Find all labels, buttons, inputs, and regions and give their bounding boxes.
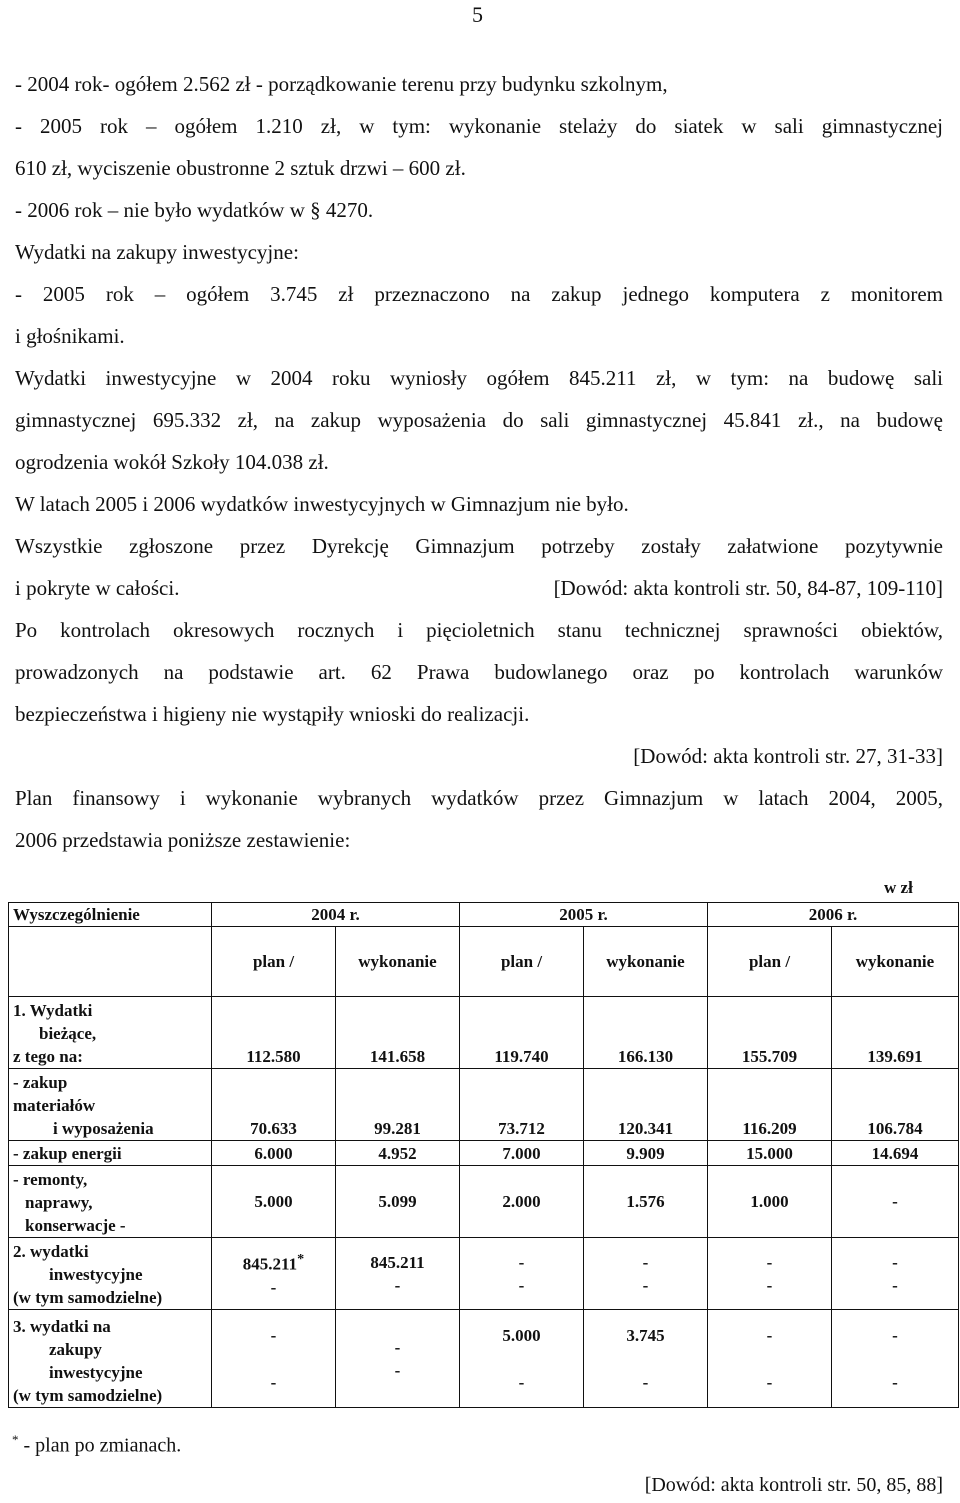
text-line: Wszystkie zgłoszone przez Dyrekcję Gimnazjum potrzeby zostały załatwione pozytywnie bbox=[15, 534, 943, 558]
value-cell bbox=[832, 1238, 959, 1310]
page-number: 5 bbox=[472, 2, 483, 27]
evidence-reference: [Dowód: akta kontroli str. 50, 85, 88] bbox=[644, 1474, 943, 1496]
footnote-text: - plan po zmianach. bbox=[18, 1434, 182, 1457]
body-text bbox=[15, 63, 943, 861]
empty-cell bbox=[9, 927, 212, 997]
value-cell: 9.909 bbox=[584, 1141, 708, 1166]
value-line: - bbox=[892, 1372, 898, 1392]
text-line: Wydatki inwestycyjne w 2004 roku wyniosły ogółem 845.211 zł, w tym: na budowę sali bbox=[15, 366, 943, 390]
table-row bbox=[9, 1166, 959, 1238]
row-label-line: inwestycyjne bbox=[49, 1363, 143, 1382]
subheader-cell: plan / bbox=[708, 927, 832, 997]
row-label bbox=[9, 1166, 212, 1238]
value-cell bbox=[336, 1238, 460, 1310]
value-line: - bbox=[642, 1372, 649, 1392]
text-line: - 2005 rok – ogółem 3.745 zł przeznaczono na zakup jednego komputera z monitorem bbox=[15, 282, 943, 306]
value-line: - bbox=[518, 1372, 525, 1392]
row-label-line: - remonty, bbox=[13, 1170, 88, 1189]
text-line: 2006 przedstawia poniższe zestawienie: bbox=[15, 828, 351, 852]
value-cell: 6.000 bbox=[212, 1141, 336, 1166]
text-line: bezpieczeństwa i higieny nie wystąpiły wnioski do realizacji. bbox=[15, 702, 530, 726]
subheader-cell: plan / bbox=[212, 927, 336, 997]
footnote-mark: * bbox=[12, 1432, 19, 1447]
value-cell: 2.000 bbox=[460, 1166, 584, 1238]
value-line: 845.211 bbox=[370, 1252, 425, 1272]
row-label-line: inwestycyjne bbox=[49, 1265, 143, 1284]
row-label-line: materiałów bbox=[13, 1096, 96, 1115]
text-line: i pokryte w całości. bbox=[15, 576, 180, 600]
value-cell: 15.000 bbox=[708, 1141, 832, 1166]
subheader-cell: wykonanie bbox=[336, 927, 460, 997]
subheader-cell: plan / bbox=[460, 927, 584, 997]
row-label-line: z tego na: bbox=[13, 1047, 83, 1066]
value-text: 845.211 bbox=[242, 1254, 298, 1274]
value-cell bbox=[708, 1238, 832, 1310]
value-line: - bbox=[642, 1252, 649, 1272]
value-cell bbox=[336, 1310, 460, 1408]
value-cell: 141.658 bbox=[336, 997, 460, 1069]
value-cell: 106.784 bbox=[832, 1069, 959, 1141]
table-subheader-row bbox=[9, 927, 959, 997]
header-year: 2005 r. bbox=[460, 903, 708, 927]
row-label bbox=[9, 1069, 212, 1141]
value-line: - bbox=[892, 1325, 898, 1345]
value-line: - bbox=[766, 1372, 773, 1392]
value-line: - bbox=[766, 1252, 773, 1272]
row-label-line: naprawy, bbox=[25, 1193, 93, 1212]
value-cell: 73.712 bbox=[460, 1069, 584, 1141]
expenses-table bbox=[8, 902, 959, 1408]
evidence-reference: [Dowód: akta kontroli str. 50, 84-87, 109-110] bbox=[553, 576, 943, 600]
value-cell: 1.000 bbox=[708, 1166, 832, 1238]
row-label-line: bieżące, bbox=[39, 1024, 97, 1043]
value-cell: 7.000 bbox=[460, 1141, 584, 1166]
value-line: - bbox=[270, 1277, 277, 1297]
value-cell: 4.952 bbox=[336, 1141, 460, 1166]
table-header-row bbox=[9, 903, 959, 927]
value-cell: 14.694 bbox=[832, 1141, 959, 1166]
subheader-cell: wykonanie bbox=[584, 927, 708, 997]
value-cell bbox=[460, 1238, 584, 1310]
value-line: - bbox=[394, 1337, 401, 1357]
table-row bbox=[9, 1238, 959, 1310]
row-label bbox=[9, 1238, 212, 1310]
value-line: - bbox=[892, 1275, 898, 1295]
text-line: - 2005 rok – ogółem 1.210 zł, w tym: wykonanie stelaży do siatek w sali gimnastycznej bbox=[15, 114, 943, 138]
value-cell: - bbox=[832, 1166, 959, 1238]
text-line: Plan finansowy i wykonanie wybranych wydatków przez Gimnazjum w latach 2004, 2005, bbox=[15, 786, 943, 810]
text-line: i głośnikami. bbox=[15, 324, 125, 348]
text-line-with-evidence bbox=[15, 567, 943, 609]
value-line: 5.000 bbox=[502, 1325, 541, 1345]
value-cell bbox=[212, 1310, 336, 1408]
value-line: 3.745 bbox=[626, 1325, 665, 1345]
value-cell bbox=[212, 1238, 336, 1310]
value-line: - bbox=[642, 1275, 649, 1295]
value-cell: 70.633 bbox=[212, 1069, 336, 1141]
header-label: Wyszczególnienie bbox=[9, 903, 212, 927]
row-label-line: zakupy bbox=[49, 1340, 102, 1359]
value-line: - bbox=[766, 1325, 773, 1345]
value-line bbox=[216, 1248, 331, 1276]
table-row bbox=[9, 997, 959, 1069]
value-cell: 155.709 bbox=[708, 997, 832, 1069]
value-cell: 116.209 bbox=[708, 1069, 832, 1141]
text-line: ogrodzenia wokół Szkoły 104.038 zł. bbox=[15, 450, 329, 474]
value-line: - bbox=[892, 1252, 898, 1272]
value-line: - bbox=[394, 1360, 401, 1380]
row-label-line: 3. wydatki na bbox=[13, 1317, 111, 1336]
value-line: - bbox=[394, 1275, 401, 1295]
value-cell: 5.000 bbox=[212, 1166, 336, 1238]
value-cell: 99.281 bbox=[336, 1069, 460, 1141]
text-line: - 2004 rok- ogółem 2.562 zł - porządkowanie terenu przy budynku szkolnym, bbox=[15, 72, 668, 96]
row-label-line: 1. Wydatki bbox=[13, 1001, 93, 1020]
row-label: - zakup energii bbox=[9, 1141, 212, 1166]
row-label-line: 2. wydatki bbox=[13, 1242, 89, 1261]
evidence-reference: [Dowód: akta kontroli str. 27, 31-33] bbox=[633, 744, 943, 768]
row-label bbox=[9, 997, 212, 1069]
text-line: prowadzonych na podstawie art. 62 Prawa budowlanego oraz po kontrolach warunków bbox=[15, 660, 943, 684]
text-line: 610 zł, wyciszenie obustronne 2 sztuk drzwi – 600 zł. bbox=[15, 156, 466, 180]
value-cell: 139.691 bbox=[832, 997, 959, 1069]
text-line: Po kontrolach okresowych rocznych i pięcioletnich stanu technicznej sprawności obiektów, bbox=[15, 618, 943, 642]
value-line: - bbox=[518, 1275, 525, 1295]
value-cell bbox=[832, 1310, 959, 1408]
value-cell: 5.099 bbox=[336, 1166, 460, 1238]
value-cell bbox=[460, 1310, 584, 1408]
table-unit: w zł bbox=[884, 878, 913, 897]
footnote bbox=[12, 1432, 181, 1458]
text-line: - 2006 rok – nie było wydatków w § 4270. bbox=[15, 198, 374, 222]
header-year: 2006 r. bbox=[708, 903, 959, 927]
header-year: 2004 r. bbox=[212, 903, 460, 927]
value-cell: 1.576 bbox=[584, 1166, 708, 1238]
value-line: - bbox=[270, 1372, 277, 1392]
row-label-line: (w tym samodzielne) bbox=[13, 1386, 163, 1405]
value-cell bbox=[584, 1310, 708, 1408]
row-label-line: (w tym samodzielne) bbox=[13, 1288, 163, 1307]
subheader-cell: wykonanie bbox=[832, 927, 959, 997]
row-label-line: - zakup bbox=[13, 1073, 68, 1092]
table-row bbox=[9, 1069, 959, 1141]
text-line: Wydatki na zakupy inwestycyjne: bbox=[15, 240, 299, 264]
text-line: gimnastycznej 695.332 zł, na zakup wyposażenia do sali gimnastycznej 45.841 zł., na budowę bbox=[15, 408, 943, 432]
value-line: - bbox=[270, 1325, 277, 1345]
text-line: W latach 2005 i 2006 wydatków inwestycyjnych w Gimnazjum nie było. bbox=[15, 492, 629, 516]
table-row bbox=[9, 1310, 959, 1408]
value-cell: 120.341 bbox=[584, 1069, 708, 1141]
row-label bbox=[9, 1310, 212, 1408]
value-cell bbox=[708, 1310, 832, 1408]
value-line: - bbox=[766, 1275, 773, 1295]
row-label-line: konserwacje - bbox=[25, 1216, 126, 1235]
value-cell bbox=[584, 1238, 708, 1310]
value-cell: 119.740 bbox=[460, 997, 584, 1069]
value-cell: 166.130 bbox=[584, 997, 708, 1069]
row-label-line: i wyposażenia bbox=[53, 1119, 154, 1138]
value-cell: 112.580 bbox=[212, 997, 336, 1069]
asterisk-mark: * bbox=[297, 1251, 305, 1268]
table-row bbox=[9, 1141, 959, 1166]
value-line: - bbox=[518, 1252, 525, 1272]
